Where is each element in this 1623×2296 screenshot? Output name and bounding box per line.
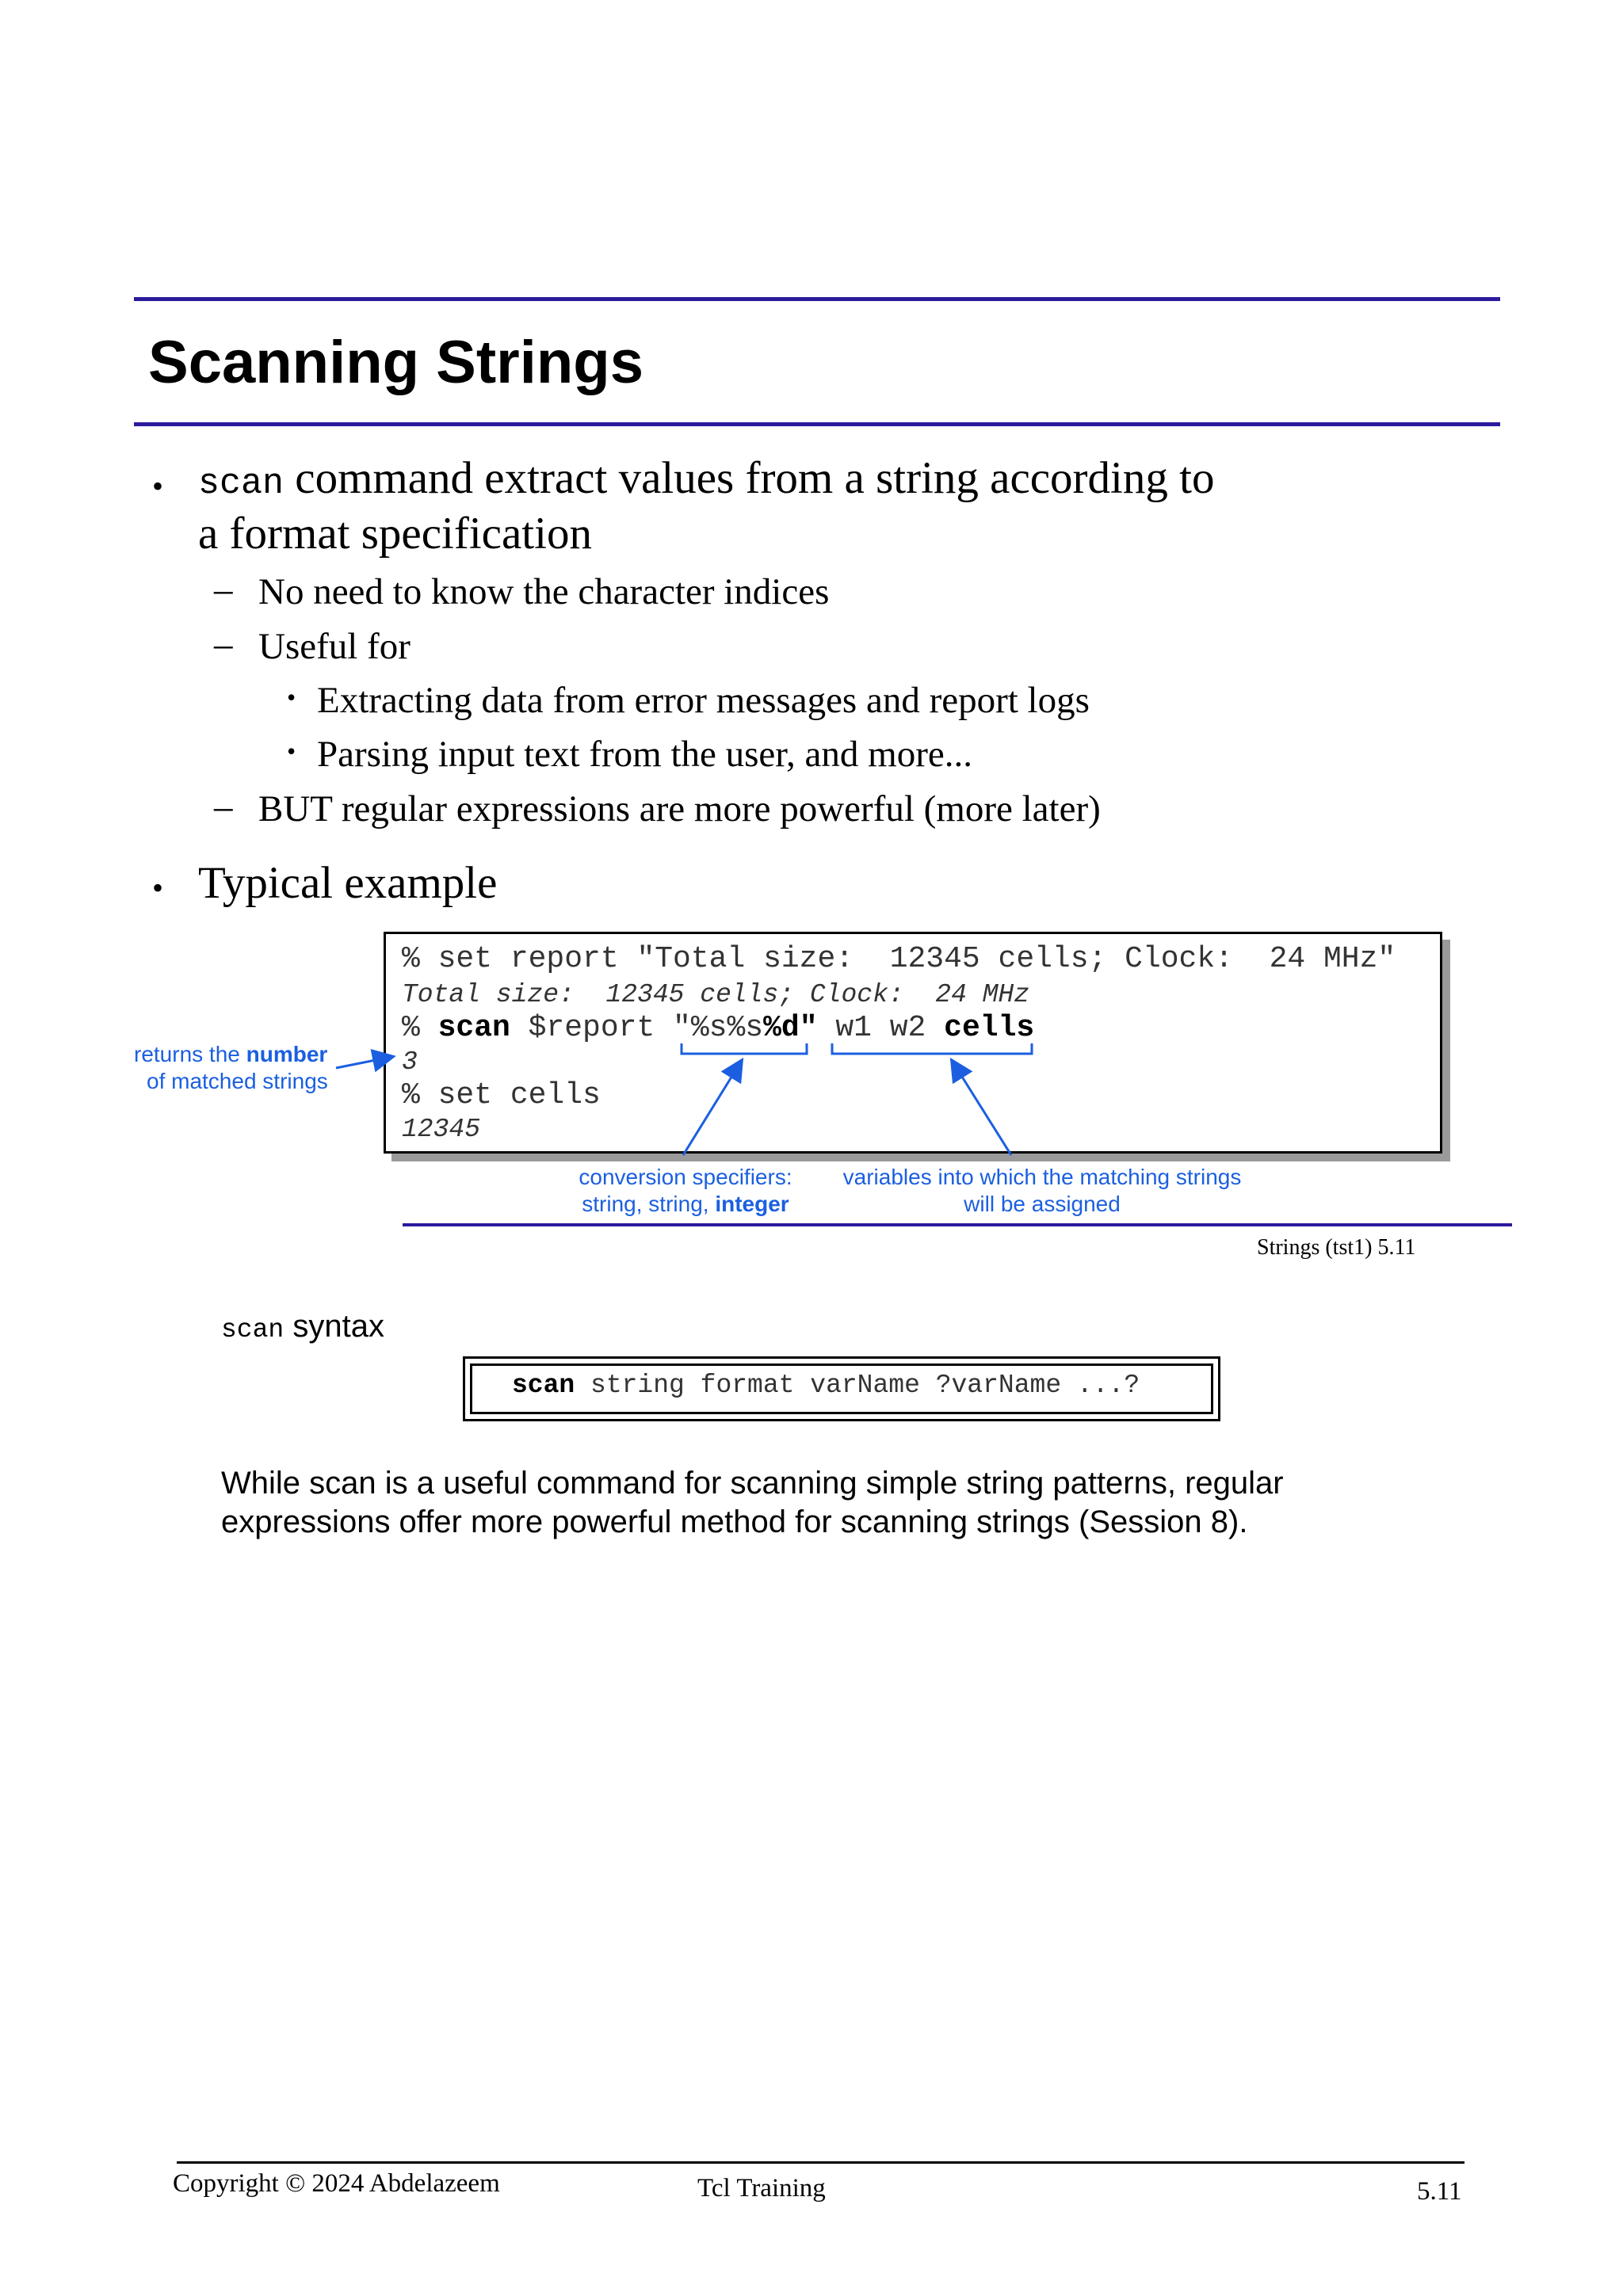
dot-marker: • [287, 683, 296, 711]
code-line-5: % set cells [402, 1078, 601, 1112]
bullet-1-line-1: scan command extract values from a string according to [198, 453, 1215, 504]
variables-annotation: variables into which the matching strings will be assigned [842, 1165, 1242, 1216]
code-line-6: 12345 [402, 1115, 481, 1144]
code-line-3: % scan $report "%s%s%d" w1 w2 cells [402, 1011, 1035, 1045]
bullet-marker: • [152, 870, 164, 906]
bullet-2: Typical example [198, 858, 498, 908]
sub-bullet-1: No need to know the character indices [258, 571, 830, 612]
footer-page-number: 5.11 [1417, 2177, 1462, 2206]
sub-sub-bullet-2: Parsing input text from the user, and more... [317, 734, 972, 775]
returns-annotation-line-1: returns the number [134, 1042, 328, 1066]
syntax-box [463, 1356, 1220, 1421]
conversion-annotation: conversion specifiers: string, string, integer [579, 1165, 792, 1216]
slide-footer: Strings (tst1) 5.11 [1257, 1235, 1416, 1260]
variables-arrow [953, 1062, 1011, 1155]
dash-marker: – [214, 786, 233, 827]
syntax-line: scan string format varName ?varName ...? [470, 1363, 1213, 1414]
scan-command: scan [198, 463, 285, 504]
bullet-1-line-2: a format specification [198, 509, 592, 559]
slide-title: Scanning Strings [148, 329, 643, 396]
footer-copyright: Copyright © 2024 Abdelazeem [173, 2169, 500, 2198]
returns-annotation-line-2: of matched strings [147, 1069, 328, 1093]
notes-paragraph: While scan is a useful command for scanning simple string patterns, regular expressions offer more powerful method for scanning strings (Session 8). [221, 1466, 1284, 1539]
sub-bullet-2: Useful for [258, 626, 411, 667]
sub-sub-bullet-1: Extracting data from error messages and report logs [317, 680, 1090, 721]
specifier-arrow [683, 1062, 741, 1155]
footer-center: Tcl Training [697, 2174, 826, 2203]
footer-rule [177, 2161, 1465, 2164]
variables-bracket [832, 1043, 1032, 1054]
returns-arrow [336, 1057, 391, 1068]
code-line-2: Total size: 12345 cells; Clock: 24 MHz [402, 980, 1030, 1009]
dash-marker: – [214, 624, 233, 665]
syntax-heading: scan syntax [221, 1309, 384, 1344]
sub-bullet-3: BUT regular expressions are more powerful (more later) [258, 788, 1101, 830]
dot-marker: • [287, 737, 296, 765]
specifier-bracket [682, 1043, 807, 1054]
slide-bottom-rule [403, 1223, 1512, 1226]
bullet-marker: • [152, 468, 164, 504]
code-line-4: 3 [402, 1047, 418, 1077]
code-line-1: % set report "Total size: 12345 cells; Clock: 24 MHz" [402, 942, 1396, 976]
dash-marker: – [214, 569, 233, 610]
